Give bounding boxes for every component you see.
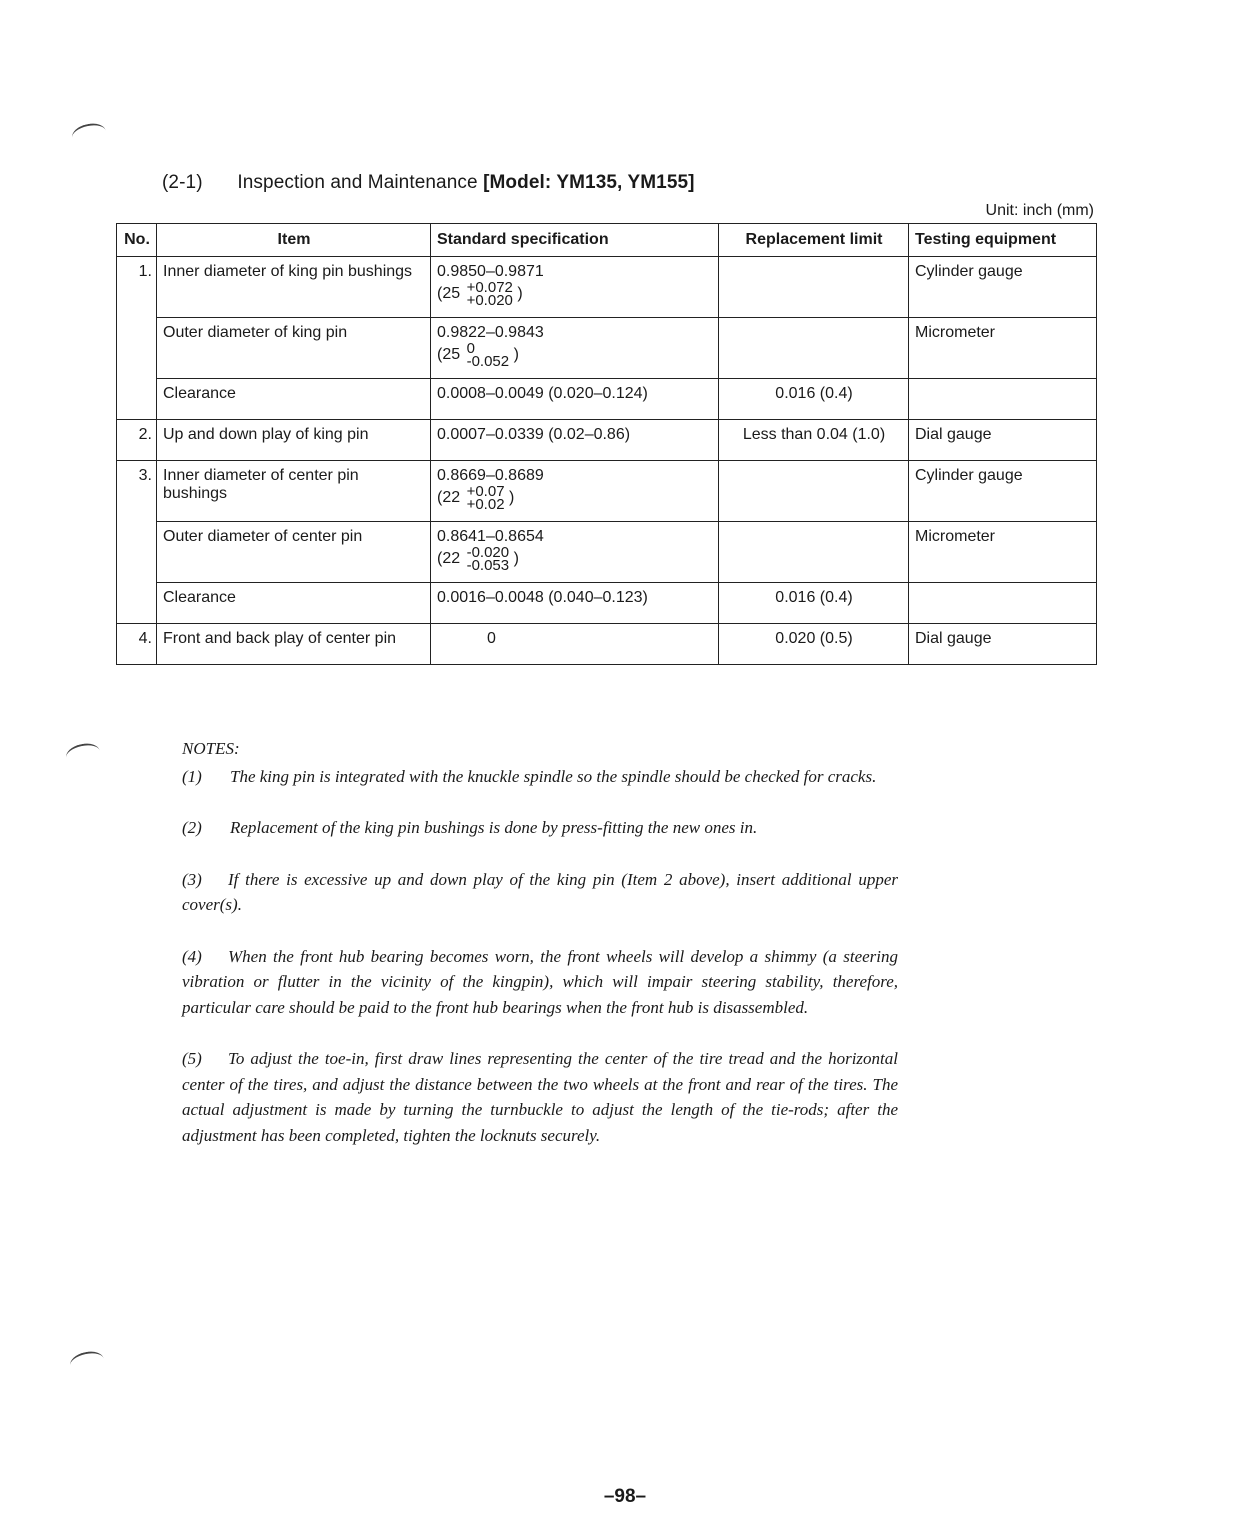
section-title: Inspection and Maintenance [237,172,478,193]
note-item [182,764,898,790]
tolerance-upper: +0.072 [466,279,513,296]
row-standard [431,318,719,379]
tolerance [467,546,510,572]
row-item: Up and down play of king pin [157,420,431,461]
model-label: [Model: YM135, YM155] [483,172,695,193]
row-equipment [909,583,1097,624]
row-item: Front and back play of center pin [157,624,431,665]
table-row [117,624,1097,665]
tolerance-lower: +0.020 [466,292,513,309]
nominal-size: (25 [437,285,461,302]
note-item [182,867,898,918]
row-item: Clearance [157,583,431,624]
standard-mm [437,342,713,368]
row-number [117,583,157,624]
row-equipment: Micrometer [909,318,1097,379]
row-limit: 0.020 (0.5) [719,624,909,665]
note-item [182,815,898,841]
binder-hole-mark [64,741,101,768]
row-standard: 0.0007–0.0339 (0.02–0.86) [431,420,719,461]
note-text: If there is excessive up and down play of the king pin (Item 2 above), insert additional upper cover(s). [182,869,898,914]
row-number [117,522,157,583]
row-standard [431,522,719,583]
row-equipment: Micrometer [909,522,1097,583]
row-equipment: Cylinder gauge [909,461,1097,522]
tolerance-lower: +0.02 [466,496,505,513]
row-item: Inner diameter of center pin bushings [157,461,431,522]
row-limit [719,318,909,379]
row-standard: 0 [431,624,719,665]
standard-inch: 0.9850–0.9871 [437,263,544,280]
table-row [117,461,1097,522]
binder-hole-mark [68,1349,105,1376]
note-tag: (4) [182,946,202,966]
header-equipment: Testing equipment [909,224,1097,257]
header-no: No. [117,224,157,257]
nominal-size: (22 [437,489,461,506]
table-header-row [117,224,1097,257]
row-limit: Less than 0.04 (1.0) [719,420,909,461]
note-tag: (3) [182,869,202,889]
row-limit [719,522,909,583]
table-row [117,420,1097,461]
row-equipment: Cylinder gauge [909,257,1097,318]
close-paren: ) [517,285,523,302]
row-limit: 0.016 (0.4) [719,583,909,624]
row-limit [719,257,909,318]
row-standard: 0.0008–0.0049 (0.020–0.124) [431,379,719,420]
header-limit: Replacement limit [719,224,909,257]
header-standard: Standard specification [431,224,719,257]
tolerance-upper: 0 [466,340,475,357]
row-equipment [909,379,1097,420]
row-item: Outer diameter of center pin [157,522,431,583]
note-text: When the front hub bearing becomes worn, the front wheels will develop a shimmy (a steering vibration or flutter in the vicinity of the kingpin), which will impair steering stability, therefore, particular care should be paid to the front hub bearings when the front hub is disassembled. [182,946,898,1017]
note-tag: (2) [182,818,202,837]
inspection-table [116,223,1097,665]
standard-mm [437,485,713,511]
tolerance [467,485,505,511]
standard-inch: 0.9822–0.9843 [437,324,544,341]
row-number: 4. [117,624,157,665]
table-row [117,379,1097,420]
tolerance-lower: -0.053 [466,557,510,574]
row-equipment: Dial gauge [909,624,1097,665]
note-item [182,1046,898,1148]
tolerance-lower: -0.052 [466,353,510,370]
tolerance-upper: +0.07 [466,483,505,500]
row-item: Outer diameter of king pin [157,318,431,379]
standard-inch: 0.8641–0.8654 [437,528,544,545]
row-number: 1. [117,257,157,318]
tolerance [467,342,510,368]
table-row [117,522,1097,583]
standard-mm [437,546,713,572]
close-paren: ) [513,346,519,363]
tolerance [467,281,513,307]
notes-title: NOTES: [182,739,240,758]
table-row [117,257,1097,318]
header-item: Item [157,224,431,257]
row-limit: 0.016 (0.4) [719,379,909,420]
note-item [182,944,898,1021]
standard-inch: 0.8669–0.8689 [437,467,544,484]
row-standard [431,257,719,318]
section-number: (2-1) [162,172,203,193]
tolerance-upper: -0.020 [466,544,510,561]
note-text: Replacement of the king pin bushings is done by press-fitting the new ones in. [230,818,758,837]
unit-label: Unit: inch (mm) [985,202,1094,219]
table-row [117,318,1097,379]
row-item: Clearance [157,379,431,420]
table-row [117,583,1097,624]
row-limit [719,461,909,522]
close-paren: ) [513,550,519,567]
row-standard: 0.0016–0.0048 (0.040–0.123) [431,583,719,624]
binder-hole-mark [70,121,107,148]
note-tag: (1) [182,766,202,786]
row-item: Inner diameter of king pin bushings [157,257,431,318]
note-text: The king pin is integrated with the knuckle spindle so the spindle should be checked for cracks. [230,766,877,786]
close-paren: ) [509,489,515,506]
nominal-size: (22 [437,550,461,567]
nominal-size: (25 [437,346,461,363]
row-number [117,379,157,420]
standard-mm [437,281,713,307]
row-standard [431,461,719,522]
section-heading [162,172,695,194]
row-number: 2. [117,420,157,461]
row-equipment: Dial gauge [909,420,1097,461]
page-number: –98– [603,1486,647,1507]
note-tag: (5) [182,1049,202,1068]
notes-section [182,736,898,1174]
note-text: To adjust the toe-in, first draw lines representing the center of the tire tread and the horizontal center of the tires, and adjust the distance between the two wheels at the front and rear of the tires. The actual adjustment is made by turning the turnbuckle to adjust the length of the tie-rods; after the adjustment has been completed, tighten the locknuts securely. [182,1049,898,1145]
row-number [117,318,157,379]
row-number: 3. [117,461,157,522]
